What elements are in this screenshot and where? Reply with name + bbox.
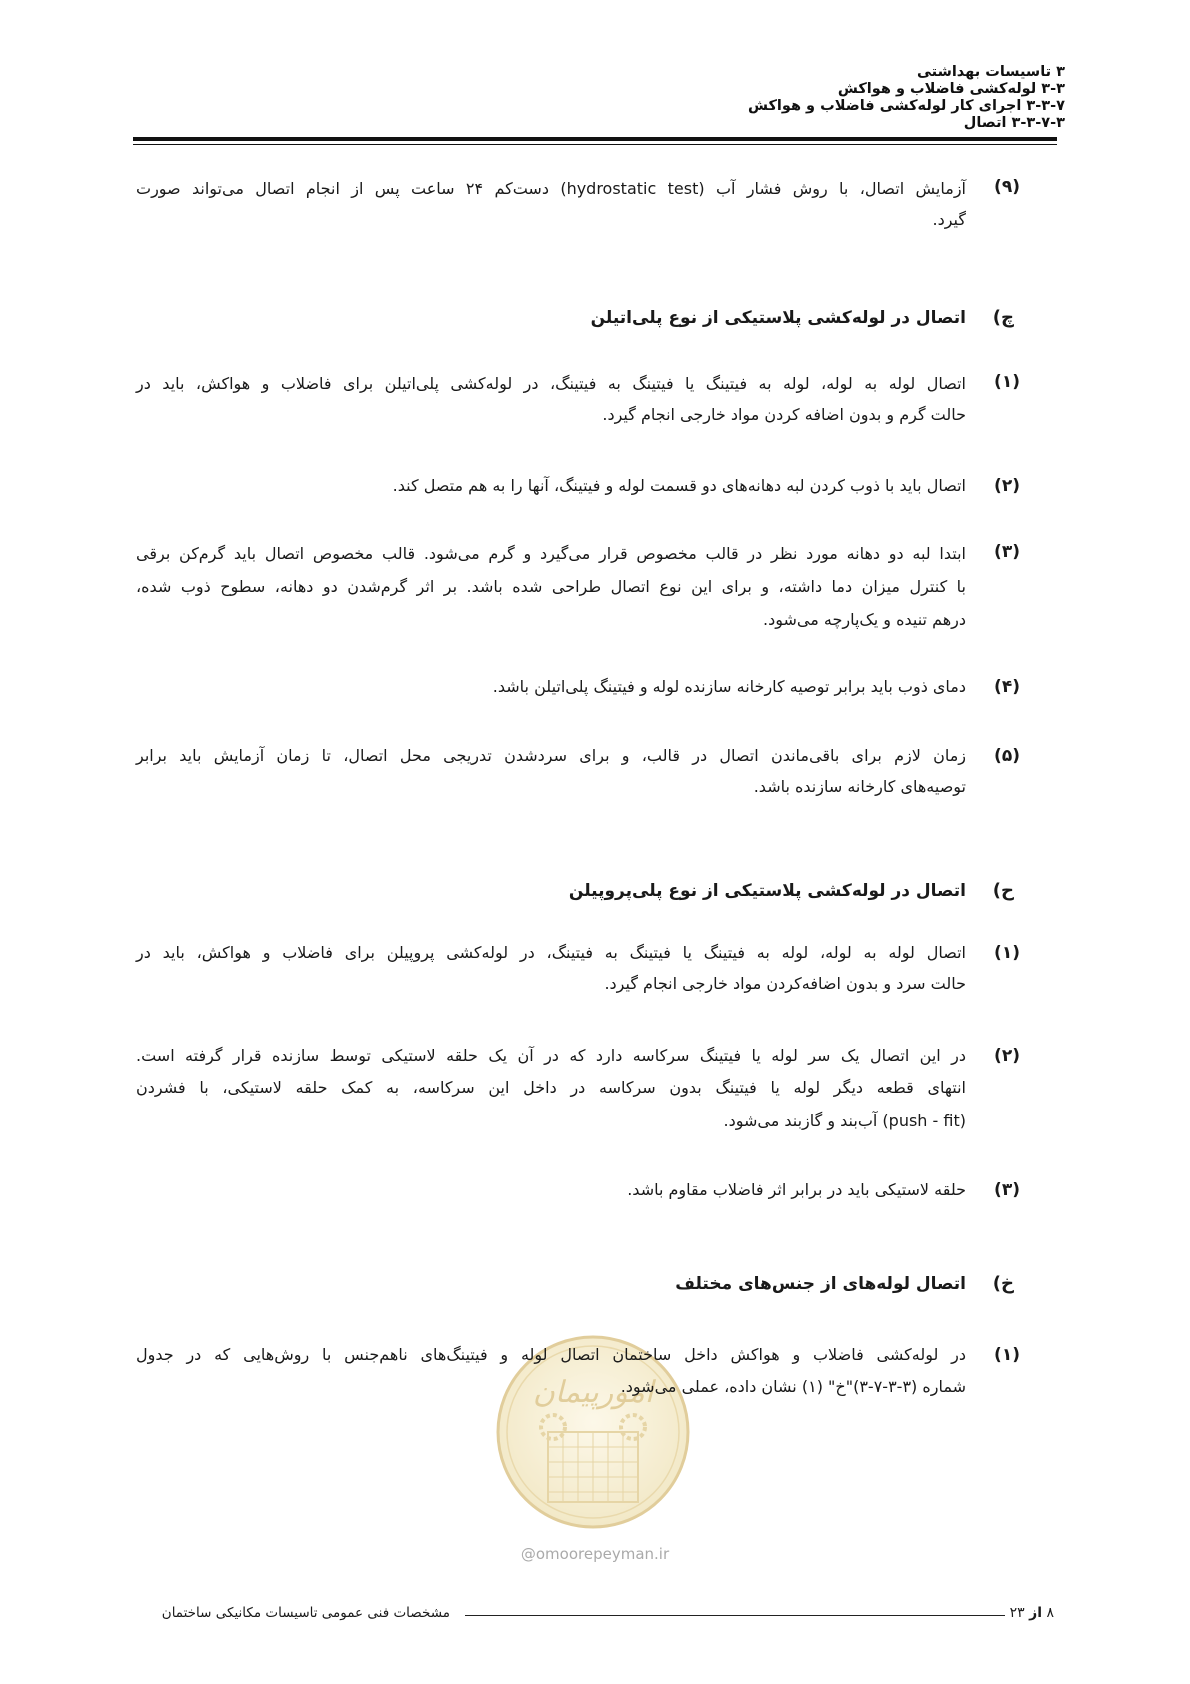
paragraph-line: آزمایش اتصال، با روش فشار آب (hydrostatic test) دست‌کم ۲۴ ساعت پس از انجام اتصال می‌تواند صورت — [136, 179, 966, 198]
section-heading: اتصال در لوله‌کشی پلاستیکی از نوع پلی‌پروپیلن — [568, 881, 966, 901]
footer-document-title: مشخصات فنی عمومی تاسیسات مکانیکی ساختمان — [161, 1605, 450, 1621]
paragraph-line: در این اتصال یک سر لوله یا فیتینگ سرکاسه دارد که در آن یک حلقه لاستیکی توسط سازنده قرار گرفته است. — [136, 1046, 966, 1065]
section-heading: اتصال در لوله‌کشی پلاستیکی از نوع پلی‌اتیلن — [590, 308, 966, 328]
watermark-logo-text: امورپیمان — [532, 1375, 654, 1410]
paragraph-line: در لوله‌کشی فاضلاب و هواکش داخل ساختمان اتصال لوله و فیتینگ‌های ناهم‌جنس با روش‌هایی که در جدول — [136, 1345, 966, 1364]
paragraph-line: دمای ذوب باید برابر توصیه کارخانه سازنده لوله و فیتینگ پلی‌اتیلن باشد. — [492, 677, 966, 696]
paragraph-line: انتهای قطعه دیگر لوله یا فیتینگ بدون سرکاسه در داخل این سرکاسه، به کمک حلقه لاستیکی، با فشردن — [136, 1078, 966, 1097]
paragraph-line: توصیه‌های کارخانه سازنده باشد. — [753, 777, 966, 796]
footer-rule — [465, 1615, 1005, 1616]
item-number: (۵) — [994, 746, 1020, 766]
header-rule-thick — [133, 137, 1057, 141]
paragraph-line: ابتدا لبه دو دهانه مورد نظر در قالب مخصوص قرار می‌گیرد و گرم می‌شود. قالب مخصوص اتصال باید گرم‌کن برقی — [136, 544, 966, 563]
footer-page-number — [998, 1604, 1054, 1622]
paragraph-line: اتصال باید با ذوب کردن لبه دهانه‌های دو قسمت لوله و فیتینگ، آنها را به هم متصل کند. — [392, 476, 966, 495]
item-number: (۹) — [994, 177, 1020, 197]
section-letter: چ) — [992, 307, 1014, 328]
section-heading: اتصال لوله‌های از جنس‌های مختلف — [675, 1274, 966, 1294]
paragraph-line: حالت سرد و بدون اضافه‌کردن مواد خارجی انجام گیرد. — [604, 974, 966, 993]
item-number: (۳) — [994, 1180, 1020, 1200]
paragraph-line: اتصال لوله به لوله، لوله به فیتینگ یا فیتینگ به فیتینگ، در لوله‌کشی پروپیلن برای فاضلاب و هواکش، باید در — [136, 943, 966, 962]
item-number: (۲) — [994, 476, 1020, 496]
page-current: ۸ — [1046, 1605, 1054, 1621]
paragraph-line: با کنترل میزان دما داشته، و برای این نوع اتصال طراحی شده باشد. بر اثر گرم‌شدن دو دهانه، سطوح ذوب شده، — [136, 577, 966, 596]
page-of-label: از — [1029, 1605, 1043, 1621]
paragraph-line: اتصال لوله به لوله، لوله به فیتینگ یا فیتینگ به فیتینگ، در لوله‌کشی پلی‌اتیلن برای فاضلاب و هواکش، باید در — [136, 374, 966, 393]
paragraph-line: (push - fit) آب‌بند و گازبند می‌شود. — [723, 1111, 966, 1130]
paragraph-line: حلقه لاستیکی باید در برابر اثر فاضلاب مقاوم باشد. — [627, 1180, 966, 1199]
item-number: (۱) — [994, 1345, 1020, 1365]
item-number: (۲) — [994, 1046, 1020, 1066]
item-number: (۱) — [994, 943, 1020, 963]
section-letter: خ) — [992, 1273, 1014, 1294]
paragraph-line: شماره (۳-۳-۷-۳)"خ" (۱) نشان داده، عملی می‌شود. — [620, 1377, 966, 1396]
paragraph-line: حالت گرم و بدون اضافه کردن مواد خارجی انجام گیرد. — [602, 405, 966, 424]
watermark-site: @omoorepeyman.ir — [520, 1545, 670, 1563]
header-section: ۳-۳ لوله‌کشی فاضلاب و هواکش — [837, 81, 1065, 97]
header-subsection: ۳-۳-۷ اجرای کار لوله‌کشی فاضلاب و هواکش — [747, 98, 1065, 114]
page-total: ۲۳ — [1009, 1605, 1025, 1621]
item-number: (۳) — [994, 542, 1020, 562]
paragraph-line: گیرد. — [932, 210, 966, 229]
header-topic: ۳-۳-۷-۳ اتصال — [963, 115, 1065, 131]
header-chapter: ۳ تاسیسات بهداشتی — [916, 64, 1065, 80]
paragraph-line: زمان لازم برای باقی‌ماندن اتصال در قالب، و برای سردشدن تدریجی محل اتصال، تا زمان آزمایش باید برابر — [136, 746, 966, 765]
item-number: (۱) — [994, 372, 1020, 392]
header-rule-thin — [133, 144, 1057, 145]
item-number: (۴) — [994, 677, 1020, 697]
section-letter: ح) — [992, 880, 1014, 901]
paragraph-line: درهم تنیده و یک‌پارچه می‌شود. — [763, 610, 966, 629]
